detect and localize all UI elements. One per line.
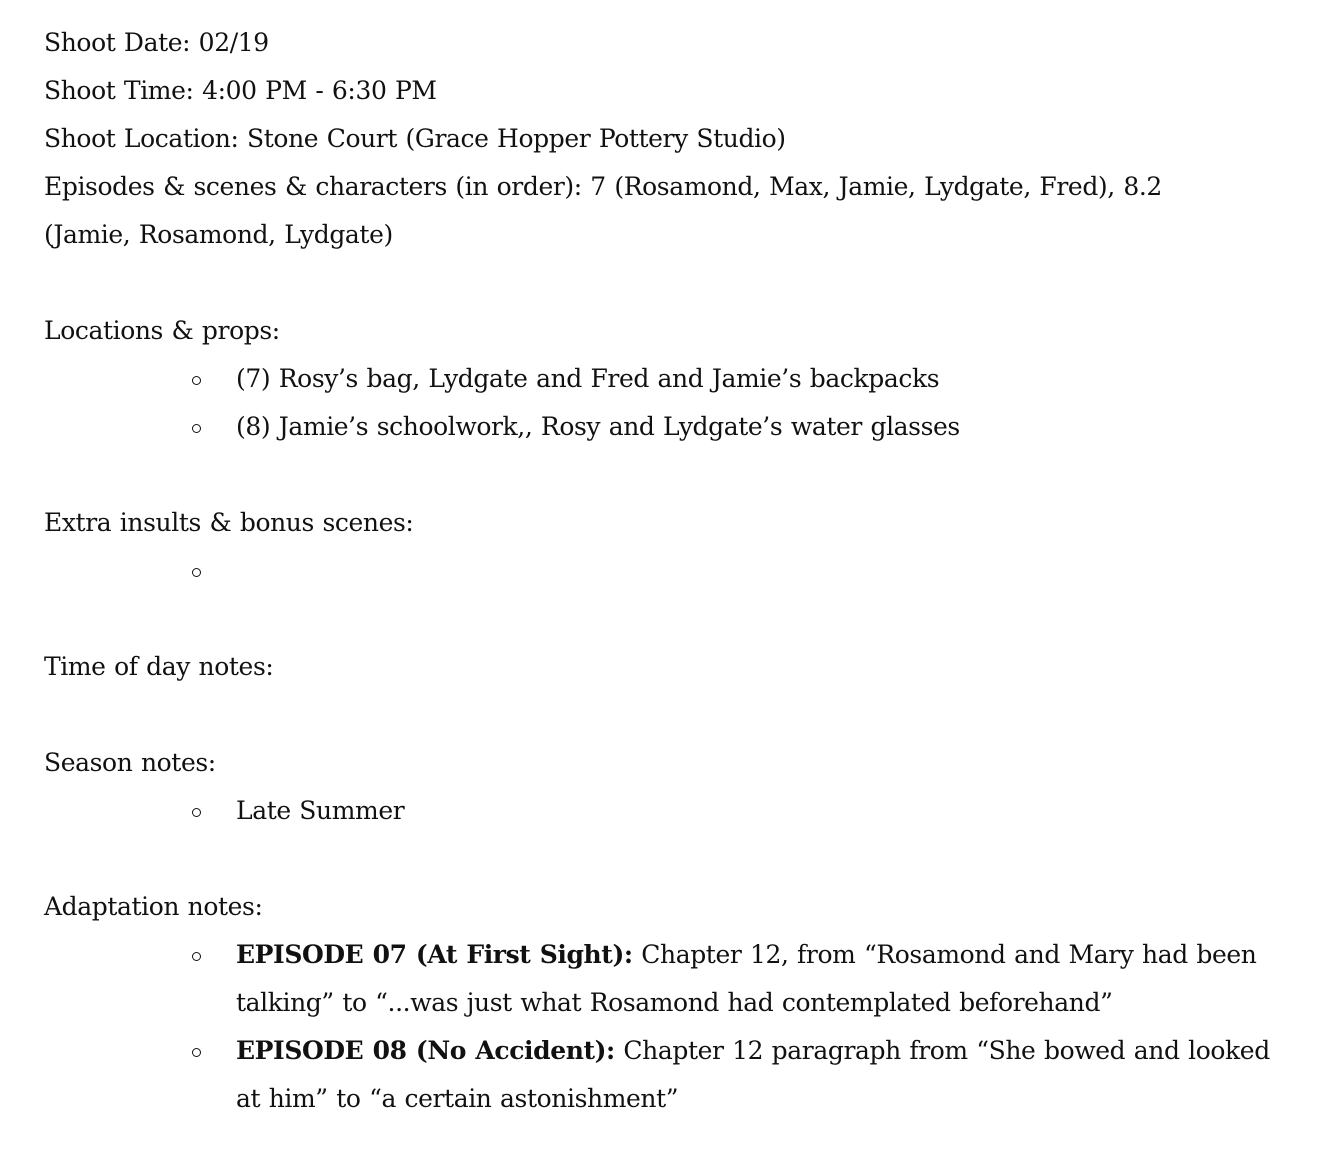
adaptation-notes-list (44, 931, 1339, 1123)
hollow-circle-bullet-icon (190, 403, 202, 451)
extra-insults-list (44, 547, 1339, 595)
episode-label: EPISODE 07 (At First Sight): (236, 940, 633, 969)
spacer (44, 451, 1339, 499)
hollow-circle-bullet-icon (190, 547, 202, 595)
hollow-circle-bullet-icon (190, 1027, 202, 1075)
adaptation-notes-heading: Adaptation notes: (44, 892, 263, 921)
time-of-day-heading: Time of day notes: (44, 652, 274, 681)
list-item (44, 787, 1276, 835)
shoot-location: Shoot Location: Stone Court (Grace Hopper Pottery Studio) (44, 124, 786, 153)
list-item (44, 403, 1276, 451)
list-item-text: (7) Rosy’s bag, Lydgate and Fred and Jamie’s backpacks (236, 364, 940, 393)
locations-props-list (44, 355, 1339, 451)
shoot-date: Shoot Date: 02/19 (44, 28, 269, 57)
list-item-text: (8) Jamie’s schoolwork,, Rosy and Lydgate’s water glasses (236, 412, 960, 441)
hollow-circle-bullet-icon (190, 931, 202, 979)
episode-label: EPISODE 08 (No Accident): (236, 1036, 615, 1065)
extra-insults-heading: Extra insults & bonus scenes: (44, 508, 414, 537)
locations-props-heading: Locations & props: (44, 316, 280, 345)
list-item-empty (44, 547, 1276, 595)
season-notes-list (44, 787, 1339, 835)
spacer (44, 259, 1339, 307)
season-notes-heading: Season notes: (44, 748, 216, 777)
spacer (44, 835, 1339, 883)
spacer (44, 595, 1339, 643)
episodes-scenes-characters: Episodes & scenes & characters (in order): 7 (Rosamond, Max, Jamie, Lydgate, Fred), 8.2 (Jamie, Rosamond, Lydgate) (44, 172, 1162, 249)
spacer (44, 691, 1339, 739)
list-item (44, 1027, 1276, 1123)
hollow-circle-bullet-icon (190, 355, 202, 403)
list-item-text: Late Summer (236, 796, 405, 825)
hollow-circle-bullet-icon (190, 787, 202, 835)
list-item (44, 931, 1276, 1027)
list-item (44, 355, 1276, 403)
shoot-time: Shoot Time: 4:00 PM - 6:30 PM (44, 76, 437, 105)
episode-description: Chapter 12 paragraph from “She bowed and looked at him” to “a certain astonishment” (236, 1036, 1270, 1113)
episode-description: Chapter 12, from “Rosamond and Mary had been talking” to “...was just what Rosamond had contemplated beforehand” (236, 940, 1257, 1017)
